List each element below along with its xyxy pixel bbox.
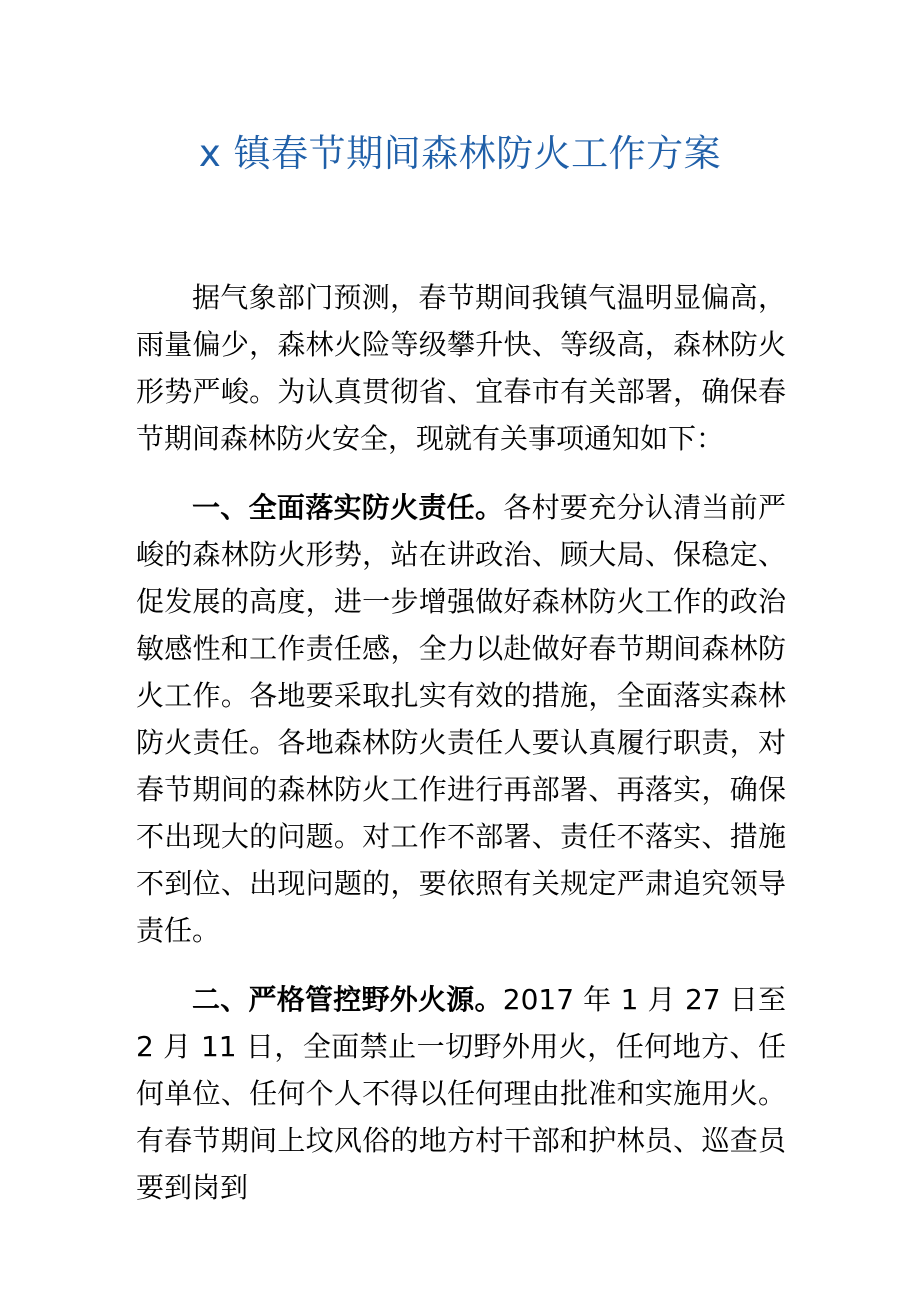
paragraph-section-1 — [136, 484, 786, 954]
document-title: x 镇春节期间森林防火工作方案 — [198, 132, 722, 175]
section-1-text: 各村要充分认清当前严峻的森林防火形势，站在讲政治、顾大局、保稳定、促发展的高度，进一步增强做好森林防火工作的政治敏感性和工作责任感，全力以赴做好春节期间森林防火工作。各地要采取扎实有效的措施，全面落实森林防火责任。各地森林防火责任人要认真履行职责，对春节期间的森林防火工作进行再部署、再落实，确保不出现大的问题。对工作不部署、责任不落实、措施不到位、出现问题的，要依照有关规定严肃追究领导责任。 — [136, 491, 786, 947]
paragraph-intro — [136, 274, 786, 462]
document-body — [136, 274, 786, 1233]
section-1-heading: 一、全面落实防火责任。 — [192, 491, 504, 524]
paragraph-section-2 — [136, 976, 786, 1211]
section-2-heading: 二、严格管控野外火源。 — [192, 983, 503, 1016]
section-2-text: 2017 年 1 月 27 日至 2 月 11 日，全面禁止一切野外用火，任何地方、任何单位、任何个人不得以任何理由批准和实施用火。有春节期间上坟风俗的地方村干部和护林员、巡查员要到岗到 — [136, 983, 786, 1204]
paragraph-intro-text: 据气象部门预测，春节期间我镇气温明显偏高，雨量偏少，森林火险等级攀升快、等级高，森林防火形势严峻。为认真贯彻省、宜春市有关部署，确保春节期间森林防火安全，现就有关事项通知如下： — [136, 281, 786, 455]
